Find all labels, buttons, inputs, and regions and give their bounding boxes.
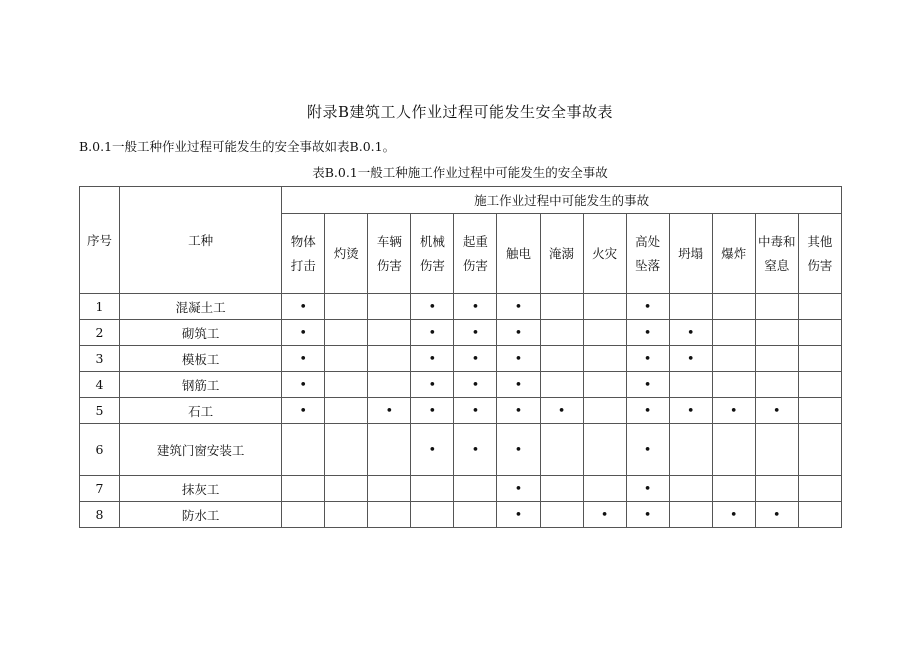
hazard-mark-cell <box>540 398 583 424</box>
bullet-mark: • <box>299 377 308 393</box>
hazard-label-line: 伤害 <box>419 257 445 273</box>
hazard-mark-cell <box>282 320 325 346</box>
table-body <box>80 294 842 528</box>
hazard-label-line: 灼烫 <box>333 245 359 261</box>
hazard-mark-cell <box>626 294 669 320</box>
hazard-mark-cell <box>497 320 540 346</box>
row-seq: 3 <box>80 346 120 372</box>
hazard-mark-cell <box>583 502 626 528</box>
row-seq: 7 <box>80 476 120 502</box>
bullet-mark: • <box>686 325 695 341</box>
bullet-mark: • <box>471 299 480 315</box>
bullet-mark: • <box>514 481 523 497</box>
hazard-mark-cell <box>497 346 540 372</box>
hazard-label-line: 打击 <box>290 257 316 273</box>
header-hazard <box>669 214 712 294</box>
bullet-mark: • <box>385 403 394 419</box>
hazard-empty-cell <box>368 424 411 476</box>
hazard-mark-cell <box>497 372 540 398</box>
header-hazard <box>626 214 669 294</box>
bullet-mark: • <box>471 442 480 458</box>
table-row <box>80 476 842 502</box>
bullet-mark: • <box>643 442 652 458</box>
hazard-mark-cell <box>454 424 497 476</box>
bullet-mark: • <box>514 325 523 341</box>
hazard-empty-cell <box>669 424 712 476</box>
hazard-empty-cell <box>368 372 411 398</box>
hazard-empty-cell <box>712 320 755 346</box>
hazard-mark-cell <box>411 294 454 320</box>
hazard-empty-cell <box>540 372 583 398</box>
bullet-mark: • <box>428 442 437 458</box>
bullet-mark: • <box>772 403 781 419</box>
hazard-mark-cell <box>712 502 755 528</box>
row-seq: 1 <box>80 294 120 320</box>
hazard-empty-cell <box>368 476 411 502</box>
hazard-empty-cell <box>368 320 411 346</box>
bullet-mark: • <box>299 403 308 419</box>
bullet-mark: • <box>643 377 652 393</box>
bullet-mark: • <box>643 299 652 315</box>
hazard-empty-cell <box>712 476 755 502</box>
hazard-mark-cell <box>454 294 497 320</box>
hazard-mark-cell <box>626 398 669 424</box>
hazard-empty-cell <box>411 502 454 528</box>
bullet-mark: • <box>643 507 652 523</box>
table-row <box>80 424 842 476</box>
hazard-empty-cell <box>798 320 841 346</box>
header-hazard <box>282 214 325 294</box>
row-trade: 砌筑工 <box>120 320 282 346</box>
table-row <box>80 502 842 528</box>
bullet-mark: • <box>428 377 437 393</box>
bullet-mark: • <box>428 299 437 315</box>
hazard-mark-cell <box>454 372 497 398</box>
row-trade: 防水工 <box>120 502 282 528</box>
bullet-mark: • <box>428 351 437 367</box>
hazard-empty-cell <box>325 424 368 476</box>
hazard-mark-cell <box>497 294 540 320</box>
hazard-empty-cell <box>282 424 325 476</box>
hazard-mark-cell <box>497 476 540 502</box>
hazard-label-line: 伤害 <box>376 257 402 273</box>
hazard-mark-cell <box>669 398 712 424</box>
hazard-empty-cell <box>798 346 841 372</box>
bullet-mark: • <box>686 403 695 419</box>
table-row <box>80 320 842 346</box>
bullet-mark: • <box>428 403 437 419</box>
accident-table <box>79 186 842 528</box>
hazard-label-line: 机械 <box>419 233 445 249</box>
bullet-mark: • <box>643 481 652 497</box>
header-hazard <box>712 214 755 294</box>
bullet-mark: • <box>471 325 480 341</box>
header-hazard <box>454 214 497 294</box>
hazard-mark-cell <box>411 372 454 398</box>
hazard-empty-cell <box>583 476 626 502</box>
hazard-mark-cell <box>626 320 669 346</box>
hazard-mark-cell <box>368 398 411 424</box>
bullet-mark: • <box>299 299 308 315</box>
hazard-mark-cell <box>454 398 497 424</box>
hazard-mark-cell <box>626 372 669 398</box>
row-trade: 模板工 <box>120 346 282 372</box>
hazard-label-line: 火灾 <box>592 245 618 261</box>
hazard-empty-cell <box>712 346 755 372</box>
hazard-mark-cell <box>669 320 712 346</box>
hazard-mark-cell <box>282 294 325 320</box>
hazard-empty-cell <box>798 372 841 398</box>
row-trade: 石工 <box>120 398 282 424</box>
hazard-empty-cell <box>282 476 325 502</box>
hazard-empty-cell <box>755 476 798 502</box>
hazard-mark-cell <box>497 398 540 424</box>
hazard-mark-cell <box>626 476 669 502</box>
hazard-empty-cell <box>454 476 497 502</box>
hazard-empty-cell <box>540 502 583 528</box>
header-trade: 工种 <box>120 187 282 294</box>
hazard-empty-cell <box>712 372 755 398</box>
hazard-empty-cell <box>583 320 626 346</box>
hazard-label-line: 物体 <box>290 233 316 249</box>
hazard-label-line: 车辆 <box>376 233 402 249</box>
bullet-mark: • <box>428 325 437 341</box>
bullet-mark: • <box>643 351 652 367</box>
table-caption: 表B.0.1一般工种施工作业过程中可能发生的安全事故 <box>312 165 608 180</box>
hazard-empty-cell <box>282 502 325 528</box>
header-hazard <box>497 214 540 294</box>
hazard-empty-cell <box>411 476 454 502</box>
hazard-empty-cell <box>712 424 755 476</box>
bullet-mark: • <box>514 377 523 393</box>
bullet-mark: • <box>514 351 523 367</box>
row-seq: 2 <box>80 320 120 346</box>
hazard-empty-cell <box>755 294 798 320</box>
hazard-empty-cell <box>583 398 626 424</box>
hazard-label-line: 坍塌 <box>678 245 704 261</box>
bullet-mark: • <box>514 299 523 315</box>
hazard-mark-cell <box>755 398 798 424</box>
table-row <box>80 346 842 372</box>
hazard-empty-cell <box>798 398 841 424</box>
hazard-label-line: 伤害 <box>807 257 833 273</box>
hazard-mark-cell <box>626 346 669 372</box>
hazard-empty-cell <box>755 346 798 372</box>
hazard-mark-cell <box>755 502 798 528</box>
hazard-mark-cell <box>282 398 325 424</box>
bullet-mark: • <box>471 377 480 393</box>
hazard-mark-cell <box>626 502 669 528</box>
hazard-label-line: 中毒和 <box>758 233 796 249</box>
header-hazard <box>325 214 368 294</box>
hazard-label-line: 爆炸 <box>721 245 747 261</box>
hazard-empty-cell <box>325 294 368 320</box>
hazard-label-line: 高处 <box>635 233 661 249</box>
table-row <box>80 372 842 398</box>
hazard-empty-cell <box>755 372 798 398</box>
hazard-empty-cell <box>540 424 583 476</box>
row-trade: 抹灰工 <box>120 476 282 502</box>
bullet-mark: • <box>557 403 566 419</box>
hazard-empty-cell <box>325 476 368 502</box>
hazard-mark-cell <box>282 372 325 398</box>
header-hazard <box>583 214 626 294</box>
header-hazard <box>798 214 841 294</box>
hazard-empty-cell <box>798 502 841 528</box>
bullet-mark: • <box>471 351 480 367</box>
hazard-mark-cell <box>411 398 454 424</box>
hazard-empty-cell <box>583 294 626 320</box>
bullet-mark: • <box>729 403 738 419</box>
row-seq: 5 <box>80 398 120 424</box>
bullet-mark: • <box>729 507 738 523</box>
hazard-mark-cell <box>411 424 454 476</box>
hazard-empty-cell <box>669 502 712 528</box>
hazard-empty-cell <box>798 294 841 320</box>
hazard-mark-cell <box>411 320 454 346</box>
page-title: 附录B建筑工人作业过程可能发生安全事故表 <box>306 103 614 121</box>
hazard-mark-cell <box>712 398 755 424</box>
hazard-empty-cell <box>798 476 841 502</box>
header-hazard <box>368 214 411 294</box>
hazard-empty-cell <box>325 398 368 424</box>
hazard-empty-cell <box>712 294 755 320</box>
hazard-empty-cell <box>755 320 798 346</box>
bullet-mark: • <box>514 403 523 419</box>
intro-paragraph: B.0.1一般工种作业过程可能发生的安全事故如表B.0.1。 <box>79 139 396 154</box>
hazard-label-line: 窒息 <box>764 257 790 273</box>
bullet-mark: • <box>299 351 308 367</box>
hazard-empty-cell <box>540 294 583 320</box>
hazard-label-line: 其他 <box>807 233 833 249</box>
row-trade: 建筑门窗安装工 <box>120 424 282 476</box>
hazard-empty-cell <box>669 372 712 398</box>
hazard-empty-cell <box>669 294 712 320</box>
hazard-empty-cell <box>583 372 626 398</box>
hazard-empty-cell <box>368 502 411 528</box>
hazard-label-line: 淹溺 <box>549 245 575 261</box>
bullet-mark: • <box>471 403 480 419</box>
hazard-label-line: 触电 <box>505 245 531 261</box>
hazard-mark-cell <box>282 346 325 372</box>
hazard-empty-cell <box>669 476 712 502</box>
hazard-mark-cell <box>497 502 540 528</box>
hazard-label-line: 起重 <box>462 233 488 249</box>
bullet-mark: • <box>514 442 523 458</box>
hazard-label-line: 伤害 <box>462 257 488 273</box>
bullet-mark: • <box>643 325 652 341</box>
header-row-1 <box>80 187 842 214</box>
header-hazard <box>540 214 583 294</box>
hazard-mark-cell <box>454 346 497 372</box>
bullet-mark: • <box>600 507 609 523</box>
hazard-mark-cell <box>411 346 454 372</box>
header-seq: 序号 <box>80 187 120 294</box>
bullet-mark: • <box>643 403 652 419</box>
hazard-empty-cell <box>368 346 411 372</box>
hazard-empty-cell <box>325 502 368 528</box>
hazard-label-line: 坠落 <box>635 257 661 273</box>
hazard-mark-cell <box>669 346 712 372</box>
hazard-mark-cell <box>454 320 497 346</box>
hazard-empty-cell <box>540 346 583 372</box>
hazard-empty-cell <box>540 320 583 346</box>
row-seq: 4 <box>80 372 120 398</box>
bullet-mark: • <box>772 507 781 523</box>
hazard-empty-cell <box>325 320 368 346</box>
hazard-empty-cell <box>583 424 626 476</box>
header-accident-group: 施工作业过程中可能发生的事故 <box>282 187 842 214</box>
hazard-empty-cell <box>325 372 368 398</box>
header-hazard <box>755 214 798 294</box>
row-trade: 混凝土工 <box>120 294 282 320</box>
row-trade: 钢筋工 <box>120 372 282 398</box>
bullet-mark: • <box>514 507 523 523</box>
bullet-mark: • <box>299 325 308 341</box>
bullet-mark: • <box>686 351 695 367</box>
hazard-empty-cell <box>798 424 841 476</box>
hazard-empty-cell <box>540 476 583 502</box>
hazard-empty-cell <box>755 424 798 476</box>
table-row <box>80 398 842 424</box>
table-row <box>80 294 842 320</box>
header-hazard <box>411 214 454 294</box>
hazard-mark-cell <box>626 424 669 476</box>
row-seq: 6 <box>80 424 120 476</box>
hazard-empty-cell <box>368 294 411 320</box>
row-seq: 8 <box>80 502 120 528</box>
hazard-empty-cell <box>583 346 626 372</box>
hazard-mark-cell <box>497 424 540 476</box>
hazard-empty-cell <box>325 346 368 372</box>
hazard-empty-cell <box>454 502 497 528</box>
